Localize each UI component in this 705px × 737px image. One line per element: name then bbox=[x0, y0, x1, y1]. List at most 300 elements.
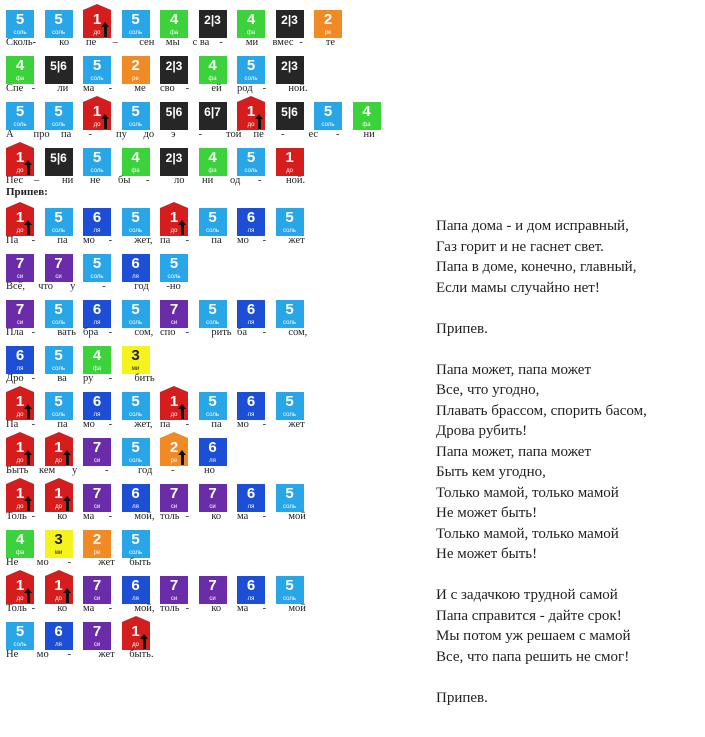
up-arrow-icon bbox=[143, 638, 146, 649]
note-key bbox=[83, 438, 111, 466]
note-key bbox=[6, 208, 34, 236]
key-note: ля bbox=[247, 504, 255, 510]
lyric-syllable: ес bbox=[308, 129, 319, 140]
lyric-syllable: - bbox=[108, 327, 113, 338]
key-note: соль bbox=[129, 228, 142, 234]
note-key bbox=[160, 56, 188, 84]
note-key bbox=[276, 392, 304, 420]
key-number: 4 bbox=[169, 11, 179, 28]
key-note: ля bbox=[55, 642, 62, 648]
key-note: до bbox=[16, 412, 24, 418]
verse-line: Дрова рубить! bbox=[436, 423, 528, 439]
lyric-syllable: жет bbox=[98, 649, 115, 660]
note-key bbox=[199, 10, 227, 38]
note-key bbox=[160, 254, 188, 282]
note-key bbox=[276, 300, 304, 328]
lyric-syllable: - bbox=[108, 511, 113, 522]
lyric-syllable: - bbox=[185, 419, 190, 430]
key-number: 1 bbox=[285, 149, 294, 166]
lyric-syllable: быть bbox=[129, 557, 151, 568]
lyric-syllable: мо bbox=[36, 649, 49, 660]
note-key bbox=[45, 530, 73, 558]
note-key bbox=[122, 392, 150, 420]
lyric-syllable: ной. bbox=[288, 83, 308, 94]
verse-line: Все, что угодно, bbox=[436, 382, 540, 398]
lyric-syllable: вать bbox=[57, 327, 76, 338]
key-number: 1 bbox=[169, 209, 179, 226]
lyric-syllable: – bbox=[34, 175, 40, 186]
key-note: соль bbox=[129, 550, 142, 556]
key-note: си bbox=[93, 504, 101, 510]
verse-line: Припев. bbox=[436, 689, 488, 706]
key-number: 7 bbox=[92, 485, 102, 502]
key-note: соль bbox=[90, 76, 104, 82]
key-note: соль bbox=[206, 412, 219, 418]
up-arrow-icon bbox=[27, 164, 30, 175]
key-note: соль bbox=[283, 596, 296, 602]
key-number: 5 bbox=[54, 11, 63, 28]
lyric-syllable: Па bbox=[6, 419, 19, 430]
key-note: соль bbox=[206, 320, 219, 326]
key-note: соль bbox=[321, 122, 335, 128]
note-key bbox=[45, 484, 73, 512]
key-note: до bbox=[55, 504, 62, 510]
key-note: соль bbox=[129, 30, 142, 36]
key-number: 6 bbox=[246, 209, 256, 226]
note-key bbox=[122, 10, 150, 38]
note-key bbox=[83, 208, 111, 236]
note-key bbox=[199, 102, 227, 130]
lyric-syllable: - bbox=[31, 235, 36, 246]
key-number: 2|3 bbox=[165, 151, 183, 165]
key-number: 1 bbox=[131, 623, 140, 640]
row bbox=[6, 56, 426, 94]
lyric-syllable: жет bbox=[288, 235, 305, 246]
key-note: до bbox=[170, 412, 178, 418]
lyric-syllable: мой bbox=[288, 603, 306, 614]
up-arrow-icon bbox=[104, 118, 107, 129]
key-number: 6 bbox=[131, 255, 140, 272]
key-number: 6 bbox=[15, 347, 25, 364]
note-key bbox=[45, 10, 73, 38]
key-note: соль bbox=[52, 228, 65, 234]
lyric-syllable: - bbox=[185, 327, 190, 338]
key-number: 6|7 bbox=[204, 105, 221, 119]
note-key bbox=[83, 346, 111, 374]
note-key bbox=[314, 10, 342, 38]
key-note: ля bbox=[93, 320, 101, 326]
key-number: 4 bbox=[15, 57, 25, 74]
verse-line: Быть кем угодно, bbox=[436, 464, 546, 480]
note-key bbox=[122, 346, 150, 374]
lyric-syllable: - bbox=[171, 465, 175, 476]
lyric-syllable: Быть bbox=[6, 465, 29, 476]
key-note: соль bbox=[129, 458, 142, 464]
key-number: 2 bbox=[169, 439, 179, 456]
note-key bbox=[83, 254, 111, 282]
key-number: 4 bbox=[131, 149, 140, 166]
lyric-syllable: ей bbox=[211, 83, 222, 94]
key-number: 1 bbox=[54, 485, 63, 502]
lyric-syllable: - bbox=[31, 373, 36, 384]
up-arrow-icon bbox=[181, 454, 184, 465]
lyric-syllable: па bbox=[160, 419, 171, 430]
key-note: си bbox=[170, 504, 178, 510]
key-note: соль bbox=[283, 228, 296, 234]
lyric-syllable: - bbox=[31, 511, 36, 522]
lyric-syllable: мо bbox=[237, 235, 249, 246]
key-number: 6 bbox=[246, 301, 256, 318]
key-note: соль bbox=[129, 122, 142, 128]
key-number: 5|6 bbox=[50, 151, 67, 165]
key-number: 6 bbox=[246, 393, 256, 410]
note-key bbox=[276, 148, 304, 176]
lyric-syllable: ко bbox=[57, 603, 68, 614]
key-note: соль bbox=[52, 30, 65, 36]
note-key bbox=[237, 148, 265, 176]
key-number: 5 bbox=[54, 393, 63, 410]
note-key bbox=[160, 102, 188, 130]
note-key bbox=[160, 392, 188, 420]
note-key bbox=[6, 10, 34, 38]
note-key bbox=[83, 484, 111, 512]
note-key bbox=[237, 484, 265, 512]
lyric-syllable: жет bbox=[98, 557, 115, 568]
row bbox=[6, 300, 426, 338]
key-number: 7 bbox=[92, 577, 102, 594]
lyric-syllable: Па bbox=[6, 235, 19, 246]
lyric-syllable: сен bbox=[139, 37, 155, 48]
up-arrow-icon bbox=[27, 454, 30, 465]
lyric-syllable: - bbox=[258, 175, 262, 186]
key-number: 7 bbox=[15, 255, 25, 272]
lyric-syllable: ко bbox=[57, 511, 68, 522]
verse-line: Только мамой, только мамой bbox=[436, 525, 619, 542]
note-key bbox=[45, 346, 73, 374]
lyric-syllable: род bbox=[237, 83, 253, 94]
lyric-syllable: рить bbox=[211, 327, 232, 338]
lyric-syllable: - bbox=[108, 83, 113, 94]
key-number: 5 bbox=[54, 103, 63, 120]
lyric-syllable: бить bbox=[134, 373, 155, 384]
lyric-syllable: ру bbox=[83, 373, 94, 384]
key-number: 5 bbox=[285, 577, 294, 594]
lyric-syllable: год bbox=[134, 281, 149, 292]
lyric-syllable: па bbox=[211, 419, 222, 430]
verse-line bbox=[436, 298, 647, 319]
key-number: 4 bbox=[92, 347, 102, 364]
row bbox=[6, 622, 426, 660]
note-key bbox=[45, 56, 73, 84]
verse-line: И с задачкою трудной самой bbox=[436, 587, 618, 603]
key-note: до bbox=[93, 122, 101, 128]
key-number: 5 bbox=[285, 485, 294, 502]
lyric-syllable: - bbox=[262, 511, 267, 522]
note-key bbox=[122, 576, 150, 604]
key-number: 5 bbox=[54, 301, 63, 318]
note-key bbox=[237, 576, 265, 604]
key-number: 7 bbox=[54, 255, 63, 272]
lyric-syllable: про bbox=[33, 129, 50, 140]
lyric-syllable: Дро bbox=[6, 373, 24, 384]
lyric-syllable: ма bbox=[83, 83, 95, 94]
verse-line: Припев. bbox=[436, 320, 488, 337]
key-number: 5 bbox=[169, 255, 179, 272]
verse-line: Папа может, папа может bbox=[436, 361, 592, 378]
lyric-syllable: - bbox=[146, 175, 150, 186]
key-note: ля bbox=[93, 412, 101, 418]
key-note: до bbox=[16, 228, 24, 234]
note-key bbox=[160, 300, 188, 328]
key-number: 5 bbox=[208, 301, 217, 318]
key-note: до bbox=[286, 168, 293, 174]
key-note: ля bbox=[132, 596, 139, 602]
key-note: ля bbox=[209, 458, 216, 464]
lyric-syllable: пу bbox=[116, 129, 127, 140]
lyric-syllable: кем bbox=[39, 465, 56, 476]
lyric-syllable: - bbox=[108, 373, 113, 384]
key-note: ля bbox=[132, 504, 139, 510]
key-number: 4 bbox=[362, 103, 371, 120]
key-number: 1 bbox=[15, 209, 25, 226]
lyric-syllable: мо bbox=[36, 557, 49, 568]
lyric-syllable: пе bbox=[253, 129, 264, 140]
note-key bbox=[199, 56, 227, 84]
verse-line: Папа справится - дайте срок! bbox=[436, 607, 622, 624]
note-key bbox=[6, 530, 34, 558]
verse-line bbox=[436, 565, 647, 586]
key-note: фа bbox=[15, 76, 25, 82]
note-key bbox=[6, 102, 34, 130]
key-note: си bbox=[16, 274, 24, 280]
key-number: 1 bbox=[15, 393, 25, 410]
key-number: 2|3 bbox=[281, 13, 298, 27]
lyric-syllable: быть. bbox=[129, 649, 154, 660]
verse-line: Если мамы случайно нет! bbox=[436, 279, 600, 296]
lyric-syllable: бра bbox=[83, 327, 99, 338]
key-note: до bbox=[55, 596, 62, 602]
row bbox=[6, 208, 426, 246]
lyric-syllable: - bbox=[108, 603, 113, 614]
key-note: ля bbox=[247, 320, 255, 326]
lyric-syllable: у bbox=[70, 281, 76, 292]
key-number: 5 bbox=[54, 209, 63, 226]
note-key bbox=[122, 438, 150, 466]
key-note: соль bbox=[283, 504, 296, 510]
note-key bbox=[199, 148, 227, 176]
verse-line: Не может быть! bbox=[436, 505, 538, 521]
key-note: соль bbox=[13, 30, 27, 36]
key-note: си bbox=[93, 458, 101, 464]
key-number: 5|6 bbox=[281, 105, 298, 119]
lyric-syllable: ми bbox=[245, 37, 259, 48]
lyric-syllable: - bbox=[31, 327, 36, 338]
lyric-syllable: - bbox=[105, 465, 109, 476]
row bbox=[6, 346, 426, 384]
lyric-syllable: бы bbox=[118, 175, 131, 186]
key-number: 6 bbox=[92, 301, 102, 318]
lyric-syllable: па bbox=[61, 129, 72, 140]
key-note: фа bbox=[208, 76, 217, 82]
lyric-syllable: од bbox=[230, 175, 241, 186]
lyric-syllable: па bbox=[57, 235, 68, 246]
key-note: до bbox=[16, 458, 24, 464]
up-arrow-icon bbox=[27, 224, 30, 235]
key-number: 5 bbox=[15, 103, 25, 120]
key-note: до bbox=[170, 228, 178, 234]
note-key bbox=[237, 392, 265, 420]
lyric-syllable: вмес bbox=[272, 37, 294, 48]
up-arrow-icon bbox=[104, 26, 107, 37]
lyric-syllable: толь bbox=[160, 511, 180, 522]
key-number: 2|3 bbox=[165, 59, 183, 73]
lyric-syllable: мо bbox=[83, 235, 95, 246]
lyric-syllable: ма bbox=[83, 603, 95, 614]
lyric-syllable: сво bbox=[160, 83, 175, 94]
lyric-syllable: - bbox=[31, 83, 36, 94]
row bbox=[6, 102, 426, 140]
lyric-syllable: - bbox=[108, 419, 113, 430]
row bbox=[6, 530, 426, 568]
note-key bbox=[237, 208, 265, 236]
key-number: 1 bbox=[15, 577, 25, 594]
key-note: си bbox=[170, 596, 178, 602]
note-key bbox=[122, 148, 150, 176]
note-key bbox=[160, 10, 188, 38]
key-number: 5 bbox=[131, 301, 140, 318]
lyric-syllable: Пла bbox=[6, 327, 24, 338]
key-note: соль bbox=[167, 274, 181, 280]
note-key bbox=[83, 148, 111, 176]
note-key bbox=[6, 300, 34, 328]
key-note: соль bbox=[244, 76, 258, 82]
note-key bbox=[45, 622, 73, 650]
lyric-syllable: те bbox=[325, 37, 336, 48]
note-key bbox=[83, 530, 111, 558]
lyric-syllable: ни bbox=[363, 129, 375, 140]
key-number: 4 bbox=[208, 149, 217, 166]
note-key bbox=[45, 148, 73, 176]
up-arrow-icon bbox=[27, 408, 30, 419]
key-number: 7 bbox=[208, 577, 217, 594]
key-note: соль bbox=[206, 228, 219, 234]
key-number: 1 bbox=[15, 439, 25, 456]
verse-line bbox=[436, 339, 647, 360]
note-key bbox=[122, 622, 150, 650]
row bbox=[6, 576, 426, 614]
note-key bbox=[6, 346, 34, 374]
lyric-syllable: спо bbox=[160, 327, 176, 338]
lyric-syllable: - bbox=[32, 37, 37, 48]
lyric-syllable: ма bbox=[83, 511, 95, 522]
note-key bbox=[45, 438, 73, 466]
key-number: 4 bbox=[246, 11, 256, 28]
note-key bbox=[314, 102, 342, 130]
note-key bbox=[83, 10, 111, 38]
key-note: ля bbox=[16, 366, 24, 372]
note-key bbox=[83, 56, 111, 84]
lyric-syllable: жет, bbox=[134, 235, 153, 246]
note-key bbox=[122, 530, 150, 558]
key-number: 5 bbox=[131, 11, 140, 28]
key-note: до bbox=[55, 458, 62, 464]
verse-line: Газ горит и не гаснет свет. bbox=[436, 238, 604, 255]
note-key bbox=[45, 300, 73, 328]
key-number: 6 bbox=[54, 623, 63, 640]
lyric-syllable: -но bbox=[166, 281, 181, 292]
note-key bbox=[160, 438, 188, 466]
note-key bbox=[199, 438, 227, 466]
lyric-syllable: Не bbox=[6, 649, 19, 660]
lyric-syllable: мой, bbox=[134, 511, 155, 522]
lyric-syllable: - bbox=[336, 129, 340, 140]
lyric-syllable: что bbox=[38, 281, 54, 292]
lyric-syllable: ма bbox=[237, 511, 249, 522]
lyric-syllable: ма bbox=[237, 603, 249, 614]
verse-line: Все, что папа решить не смог! bbox=[436, 648, 630, 665]
note-key bbox=[276, 102, 304, 130]
key-note: до bbox=[247, 122, 255, 128]
key-number: 3 bbox=[131, 347, 140, 364]
key-number: 7 bbox=[169, 577, 179, 594]
key-number: 5 bbox=[246, 57, 256, 74]
key-number: 5 bbox=[92, 255, 102, 272]
key-number: 7 bbox=[169, 485, 179, 502]
lyric-syllable: - bbox=[185, 603, 190, 614]
key-number: 1 bbox=[92, 11, 102, 28]
verse-line bbox=[436, 667, 647, 688]
key-number: 5 bbox=[131, 439, 140, 456]
note-key bbox=[199, 576, 227, 604]
key-note: до bbox=[132, 642, 139, 648]
lyric-syllable: ной. bbox=[286, 175, 306, 186]
key-note: ля bbox=[132, 274, 139, 280]
key-note: фа bbox=[169, 30, 179, 36]
row bbox=[6, 148, 426, 186]
note-key bbox=[199, 484, 227, 512]
key-number: 6 bbox=[208, 439, 217, 456]
key-number: 5 bbox=[131, 393, 140, 410]
note-key bbox=[237, 10, 265, 38]
verse-line: Только мамой, только мамой bbox=[436, 484, 619, 501]
key-number: 5 bbox=[15, 623, 25, 640]
key-number: 6 bbox=[131, 577, 140, 594]
lyric-syllable: с ва bbox=[192, 37, 210, 48]
lyric-syllable: Толь bbox=[6, 603, 27, 614]
note-key bbox=[353, 102, 381, 130]
note-key bbox=[160, 484, 188, 512]
key-note: ре bbox=[324, 30, 332, 36]
key-number: 5 bbox=[131, 531, 140, 548]
verse-line: Папа дома - и дом исправный, bbox=[436, 218, 629, 234]
key-note: соль bbox=[244, 168, 258, 174]
note-key bbox=[6, 438, 34, 466]
lyric-syllable: ни bbox=[62, 175, 74, 186]
lyric-syllable: па bbox=[160, 235, 171, 246]
note-key bbox=[160, 576, 188, 604]
verse-line: Папа может, папа может bbox=[436, 443, 592, 460]
lyric-syllable: - bbox=[31, 419, 36, 430]
key-note: ре bbox=[93, 550, 101, 556]
key-number: 1 bbox=[15, 149, 25, 166]
key-number: 5 bbox=[285, 393, 294, 410]
key-number: 5|6 bbox=[165, 105, 183, 119]
key-number: 5 bbox=[92, 149, 102, 166]
key-number: 7 bbox=[208, 485, 217, 502]
key-number: 6 bbox=[246, 577, 256, 594]
row bbox=[6, 392, 426, 430]
key-note: си bbox=[55, 274, 62, 280]
